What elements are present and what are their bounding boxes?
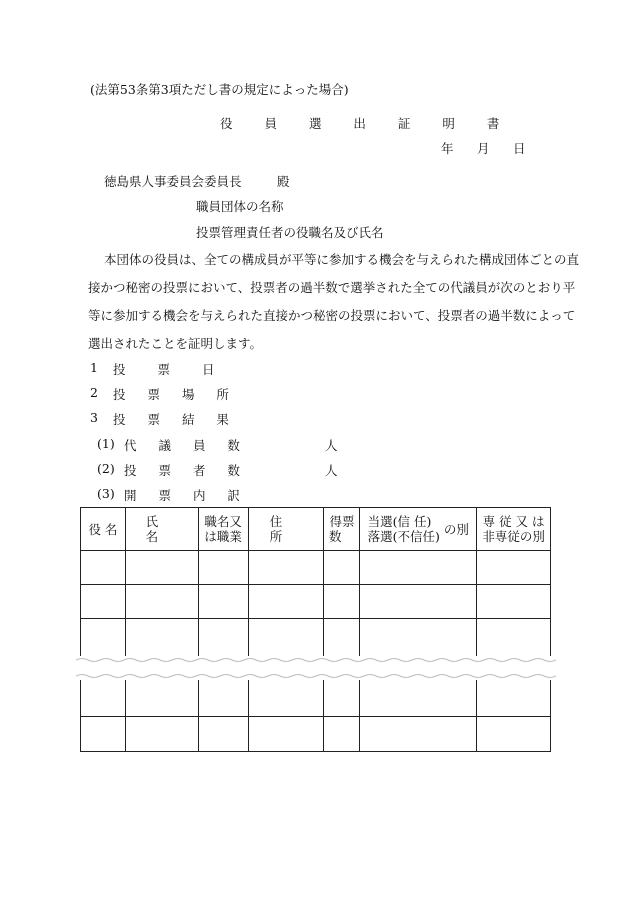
subitem-3-number: (3): [97, 486, 115, 501]
document-title: 役 員 選 出 証 明 書: [220, 116, 514, 131]
ballot-results-table-continued: [80, 680, 551, 752]
date-day: 日: [513, 141, 526, 156]
header-address: 住 所: [248, 508, 324, 551]
date-year: 年: [441, 141, 454, 156]
table-row: [81, 551, 551, 585]
body-line-3: 等に参加する機会を与えられた直接かつ秘密の投票において、投票者の過半数によって: [88, 308, 576, 323]
header-post: 役 名: [81, 508, 126, 551]
subitem-1-label: 代 議 員 数: [124, 438, 249, 453]
table-row: [81, 585, 551, 619]
org-name-label: 職員団体の名称: [196, 199, 284, 214]
subitem-3-label: 開 票 内 訳: [124, 488, 249, 503]
table-row: [81, 680, 551, 716]
item-2-number: 2: [90, 385, 98, 400]
wavy-break-lines: [76, 656, 556, 680]
table-break: [76, 656, 556, 680]
header-occupation: 職名又 は職業: [198, 508, 248, 551]
header-fulltime: 専 従 又 は 非専従の別: [477, 508, 551, 551]
table-row: [81, 619, 551, 659]
subitem-2-label: 投 票 者 数: [124, 463, 249, 478]
item-3-label: 投 票 結 果: [113, 412, 238, 427]
honorific: 殿: [277, 174, 290, 189]
header-name: 氏 名: [125, 508, 198, 551]
item-3-number: 3: [90, 410, 98, 425]
subitem-2-number: (2): [97, 461, 115, 476]
addressee: 徳島県人事委員会委員長: [104, 174, 242, 189]
item-1-number: 1: [90, 360, 98, 375]
item-2-label: 投 票 場 所: [113, 387, 238, 402]
subitem-1-number: (1): [97, 436, 115, 451]
provision-note: (法第53条第3項ただし書の規定によった場合): [90, 82, 349, 97]
officer-label: 投票管理責任者の役職名及び氏名: [196, 225, 384, 240]
subitem-2-unit: 人: [325, 463, 338, 478]
body-line-4: 選出されたことを証明します。: [88, 336, 263, 351]
body-line-1: 本団体の役員は、全ての構成員が平等に参加する機会を与えられた構成団体ごとの直: [104, 252, 580, 267]
header-elected: 当選(信 任) 落選(不信任) の別: [360, 508, 477, 551]
table-row: [81, 716, 551, 751]
ballot-results-table: [80, 507, 551, 659]
table-header-row: [81, 508, 551, 551]
body-line-2: 接かつ秘密の投票において、投票者の過半数で選挙された全ての代議員が次のとおり平: [88, 280, 576, 295]
header-votes: 得票 数: [324, 508, 360, 551]
subitem-1-unit: 人: [325, 438, 338, 453]
date-month: 月: [477, 141, 490, 156]
item-1-label: 投 票 日: [113, 362, 229, 377]
